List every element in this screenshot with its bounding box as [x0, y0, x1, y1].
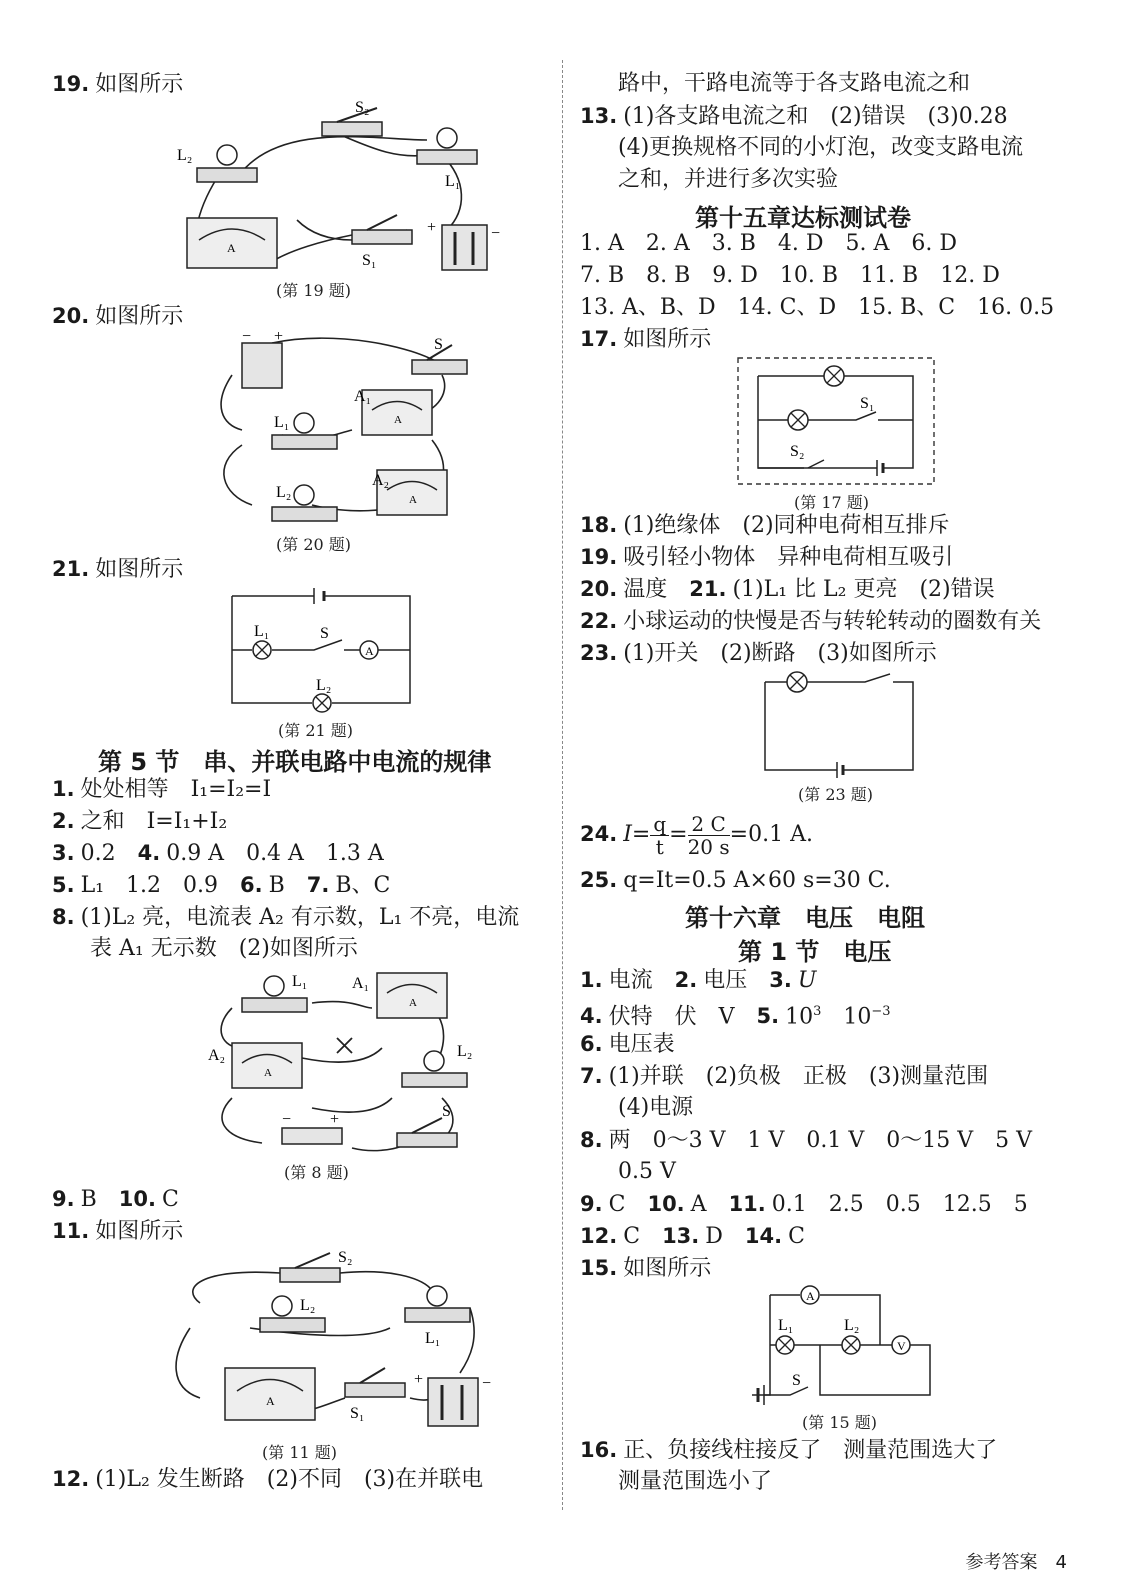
voltage-answer-7-line2: (4)电源	[618, 1095, 694, 1120]
answer-20: 20. 如图所示	[52, 304, 184, 329]
ammeter-symbol-label: A	[365, 644, 374, 658]
figure-19	[177, 99, 501, 280]
test-answer-25: 25. q=It=0.5 A×60 s=30 C.	[580, 868, 891, 893]
figure-17	[738, 358, 938, 486]
ammeter-a2	[232, 1043, 302, 1088]
chapter-16-title: 第十六章 电压 电阻	[685, 904, 925, 932]
test-answers-7-12: 7. B 8. B 9. D 10. B 11. B 12. D	[580, 263, 1000, 288]
voltage-answer-1-3: 1. 电流 2. 电压 3. U	[580, 968, 817, 993]
figure-15	[750, 1285, 940, 1410]
page-footer	[966, 1548, 1067, 1574]
caption-8: (第 8 题)	[284, 1163, 349, 1182]
voltmeter-symbol-label: V	[897, 1339, 906, 1353]
answer-5-2: 2. 之和 I=I₁+I₂	[52, 809, 228, 834]
answer-21: 21. 如图所示	[52, 557, 184, 582]
answer-13-line2: (4)更换规格不同的小灯泡，改变支路电流	[618, 135, 1024, 160]
ammeter-label: A	[227, 241, 236, 255]
caption-11: (第 11 题)	[262, 1443, 338, 1462]
voltage-answer-8-line2: 0.5 V	[618, 1159, 676, 1184]
label-a1: A₁	[354, 388, 372, 405]
test-answer-23: 23. (1)开关 (2)断路 (3)如图所示	[580, 641, 937, 666]
bulb-l2	[272, 1296, 292, 1316]
battery-minus: −	[242, 328, 252, 345]
ammeter-a2-label: A	[409, 494, 417, 506]
voltage-answer-16-line1: 16. 正、负接线柱接反了 测量范围选大了	[580, 1438, 998, 1463]
answer-5-8-line2: 表 A₁ 无示数 (2)如图所示	[90, 936, 358, 961]
answer-5-1: 1. 处处相等 I₁=I₂=I	[52, 777, 272, 802]
label-s1: S₁	[362, 252, 377, 269]
answer-5-3: 3. 0.2 4. 0.9 A 0.4 A 1.3 A	[52, 841, 384, 866]
label-a1: A₁	[352, 975, 370, 992]
label-l2: L₂	[316, 677, 332, 694]
caption-15: (第 15 题)	[802, 1413, 878, 1432]
answer-13-line1: 13. (1)各支路电流之和 (2)错误 (3)0.28	[580, 104, 1008, 129]
label-l1: L₁	[425, 1330, 441, 1347]
caption-23: (第 23 题)	[798, 785, 874, 804]
bulb-l2	[217, 145, 237, 165]
label-l2: L₂	[457, 1043, 473, 1060]
label-l1: L₁	[274, 414, 290, 431]
ammeter-a2-label: A	[264, 1067, 272, 1079]
figure-8	[202, 968, 473, 1158]
voltage-answer-16-line2: 测量范围选小了	[618, 1469, 773, 1494]
label-l1: L₁	[778, 1317, 794, 1334]
bulb-l2	[294, 485, 314, 505]
chapter-15-test-title: 第十五章达标测试卷	[695, 204, 911, 232]
section-1-title: 第 1 节 电压	[738, 938, 892, 966]
battery	[282, 1128, 342, 1144]
battery-minus: −	[282, 1111, 292, 1128]
column-divider	[562, 60, 563, 1510]
bulb-l1	[264, 976, 284, 996]
battery-plus: +	[427, 219, 437, 236]
figure-23	[765, 670, 920, 780]
bulb-l1	[437, 128, 457, 148]
answer-19: 19. 如图所示	[52, 72, 184, 97]
label-l2: L₂	[177, 147, 193, 164]
figure-21	[232, 590, 412, 710]
battery-minus: −	[482, 1375, 492, 1392]
label-s: S	[320, 625, 329, 642]
battery	[242, 343, 282, 388]
bulb-l1	[294, 413, 314, 433]
answer-5-9: 9. B 10. C	[52, 1187, 179, 1212]
caption-21: (第 21 题)	[278, 721, 354, 740]
bulb-l1	[427, 1286, 447, 1306]
caption-17: (第 17 题)	[794, 493, 870, 512]
test-answer-20-21: 20. 温度 21. (1)L₁ 比 L₂ 更亮 (2)错误	[580, 577, 995, 602]
figure-20	[212, 328, 462, 525]
ammeter-symbol-label: A	[806, 1289, 815, 1303]
label-a2: A₂	[372, 472, 390, 489]
label-s1: S₁	[860, 395, 875, 412]
footer-label: 参考答案	[965, 1552, 1038, 1573]
voltage-answer-15: 15. 如图所示	[580, 1256, 712, 1281]
test-answers-1-6: 1. A 2. A 3. B 4. D 5. A 6. D	[580, 231, 958, 256]
answer-5-5: 5. L₁ 1.2 0.9 6. B 7. B、C	[52, 873, 391, 898]
label-s: S	[434, 336, 443, 353]
test-answers-13-16: 13. A、B、D 14. C、D 15. B、C 16. 0.5	[580, 295, 1055, 320]
caption-19: (第 19 题)	[276, 281, 352, 300]
page-number: 4	[1055, 1552, 1067, 1573]
label-s: S	[442, 1103, 451, 1120]
test-answer-18: 18. (1)绝缘体 (2)同种电荷相互排斥	[580, 513, 950, 538]
label-l1: L₁	[445, 173, 461, 190]
ammeter-a1-label: A	[409, 997, 417, 1009]
label-l2: L₂	[276, 484, 292, 501]
battery-plus: +	[414, 1371, 424, 1388]
fraction-2c-over-20s: $\frac{2 C}{20 s}$	[687, 811, 730, 859]
label-l1: L₁	[292, 973, 308, 990]
caption-20: (第 20 题)	[276, 535, 352, 554]
fraction-q-over-t: $\frac{q}{t}$	[650, 813, 669, 858]
battery	[442, 225, 487, 270]
battery-minus: −	[491, 225, 501, 242]
voltage-answer-4-5: 4. 伏特 伏 V 5. $10^3$ $10^{-3}$	[580, 1004, 891, 1030]
label-s2: S₂	[355, 99, 370, 116]
test-answer-24: 24. I= $\frac{q}{t}$ = $\frac{2 C}{20 s}$ =0.1 A.	[580, 811, 813, 859]
figure-11	[170, 1248, 490, 1433]
answer-5-11: 11. 如图所示	[52, 1219, 184, 1244]
switch-s2-base	[322, 122, 382, 136]
voltage-answer-12-14: 12. C 13. D 14. C	[580, 1224, 805, 1249]
label-l1: L₁	[254, 623, 270, 640]
voltage-answer-8-line1: 8. 两 0～3 V 1 V 0.1 V 0～15 V 5 V	[580, 1128, 1032, 1153]
battery	[428, 1378, 478, 1426]
test-answer-22: 22. 小球运动的快慢是否与转轮转动的圈数有关	[580, 609, 1042, 634]
ammeter-a1	[377, 973, 447, 1018]
label-s: S	[792, 1372, 801, 1389]
voltage-answer-9-11: 9. C 10. A 11. 0.1 2.5 0.5 12.5 5	[580, 1192, 1028, 1217]
cross-mark	[337, 1038, 352, 1053]
answer-5-12: 12. (1)L₂ 发生断路 (2)不同 (3)在并联电	[52, 1467, 484, 1492]
test-answer-19: 19. 吸引轻小物体 异种电荷相互吸引	[580, 545, 954, 570]
ammeter-a1	[362, 390, 432, 435]
section-5-title: 第 5 节 串、并联电路中电流的规律	[98, 748, 492, 776]
label-s2: S₂	[790, 443, 805, 460]
label-l2: L₂	[300, 1297, 316, 1314]
voltage-answer-7-line1: 7. (1)并联 (2)负极 正极 (3)测量范围	[580, 1064, 989, 1089]
ammeter-a1-label: A	[394, 414, 402, 426]
answer-13-line3: 之和，并进行多次实验	[618, 167, 839, 192]
test-answer-17: 17. 如图所示	[580, 327, 712, 352]
voltage-answer-6: 6. 电压表	[580, 1032, 675, 1057]
battery-plus: +	[330, 1111, 340, 1128]
label-s1: S₁	[350, 1405, 365, 1422]
label-l2: L₂	[844, 1317, 860, 1334]
bulb-l2	[424, 1051, 444, 1071]
answer-12-cont: 路中，干路电流等于各支路电流之和	[618, 71, 971, 96]
label-a2: A₂	[208, 1047, 226, 1064]
answer-5-8-line1: 8. (1)L₂ 亮，电流表 A₂ 有示数，L₁ 不亮，电流	[52, 905, 520, 930]
label-s2: S₂	[338, 1249, 353, 1266]
ammeter-label: A	[266, 1394, 275, 1408]
battery-plus: +	[274, 328, 284, 345]
